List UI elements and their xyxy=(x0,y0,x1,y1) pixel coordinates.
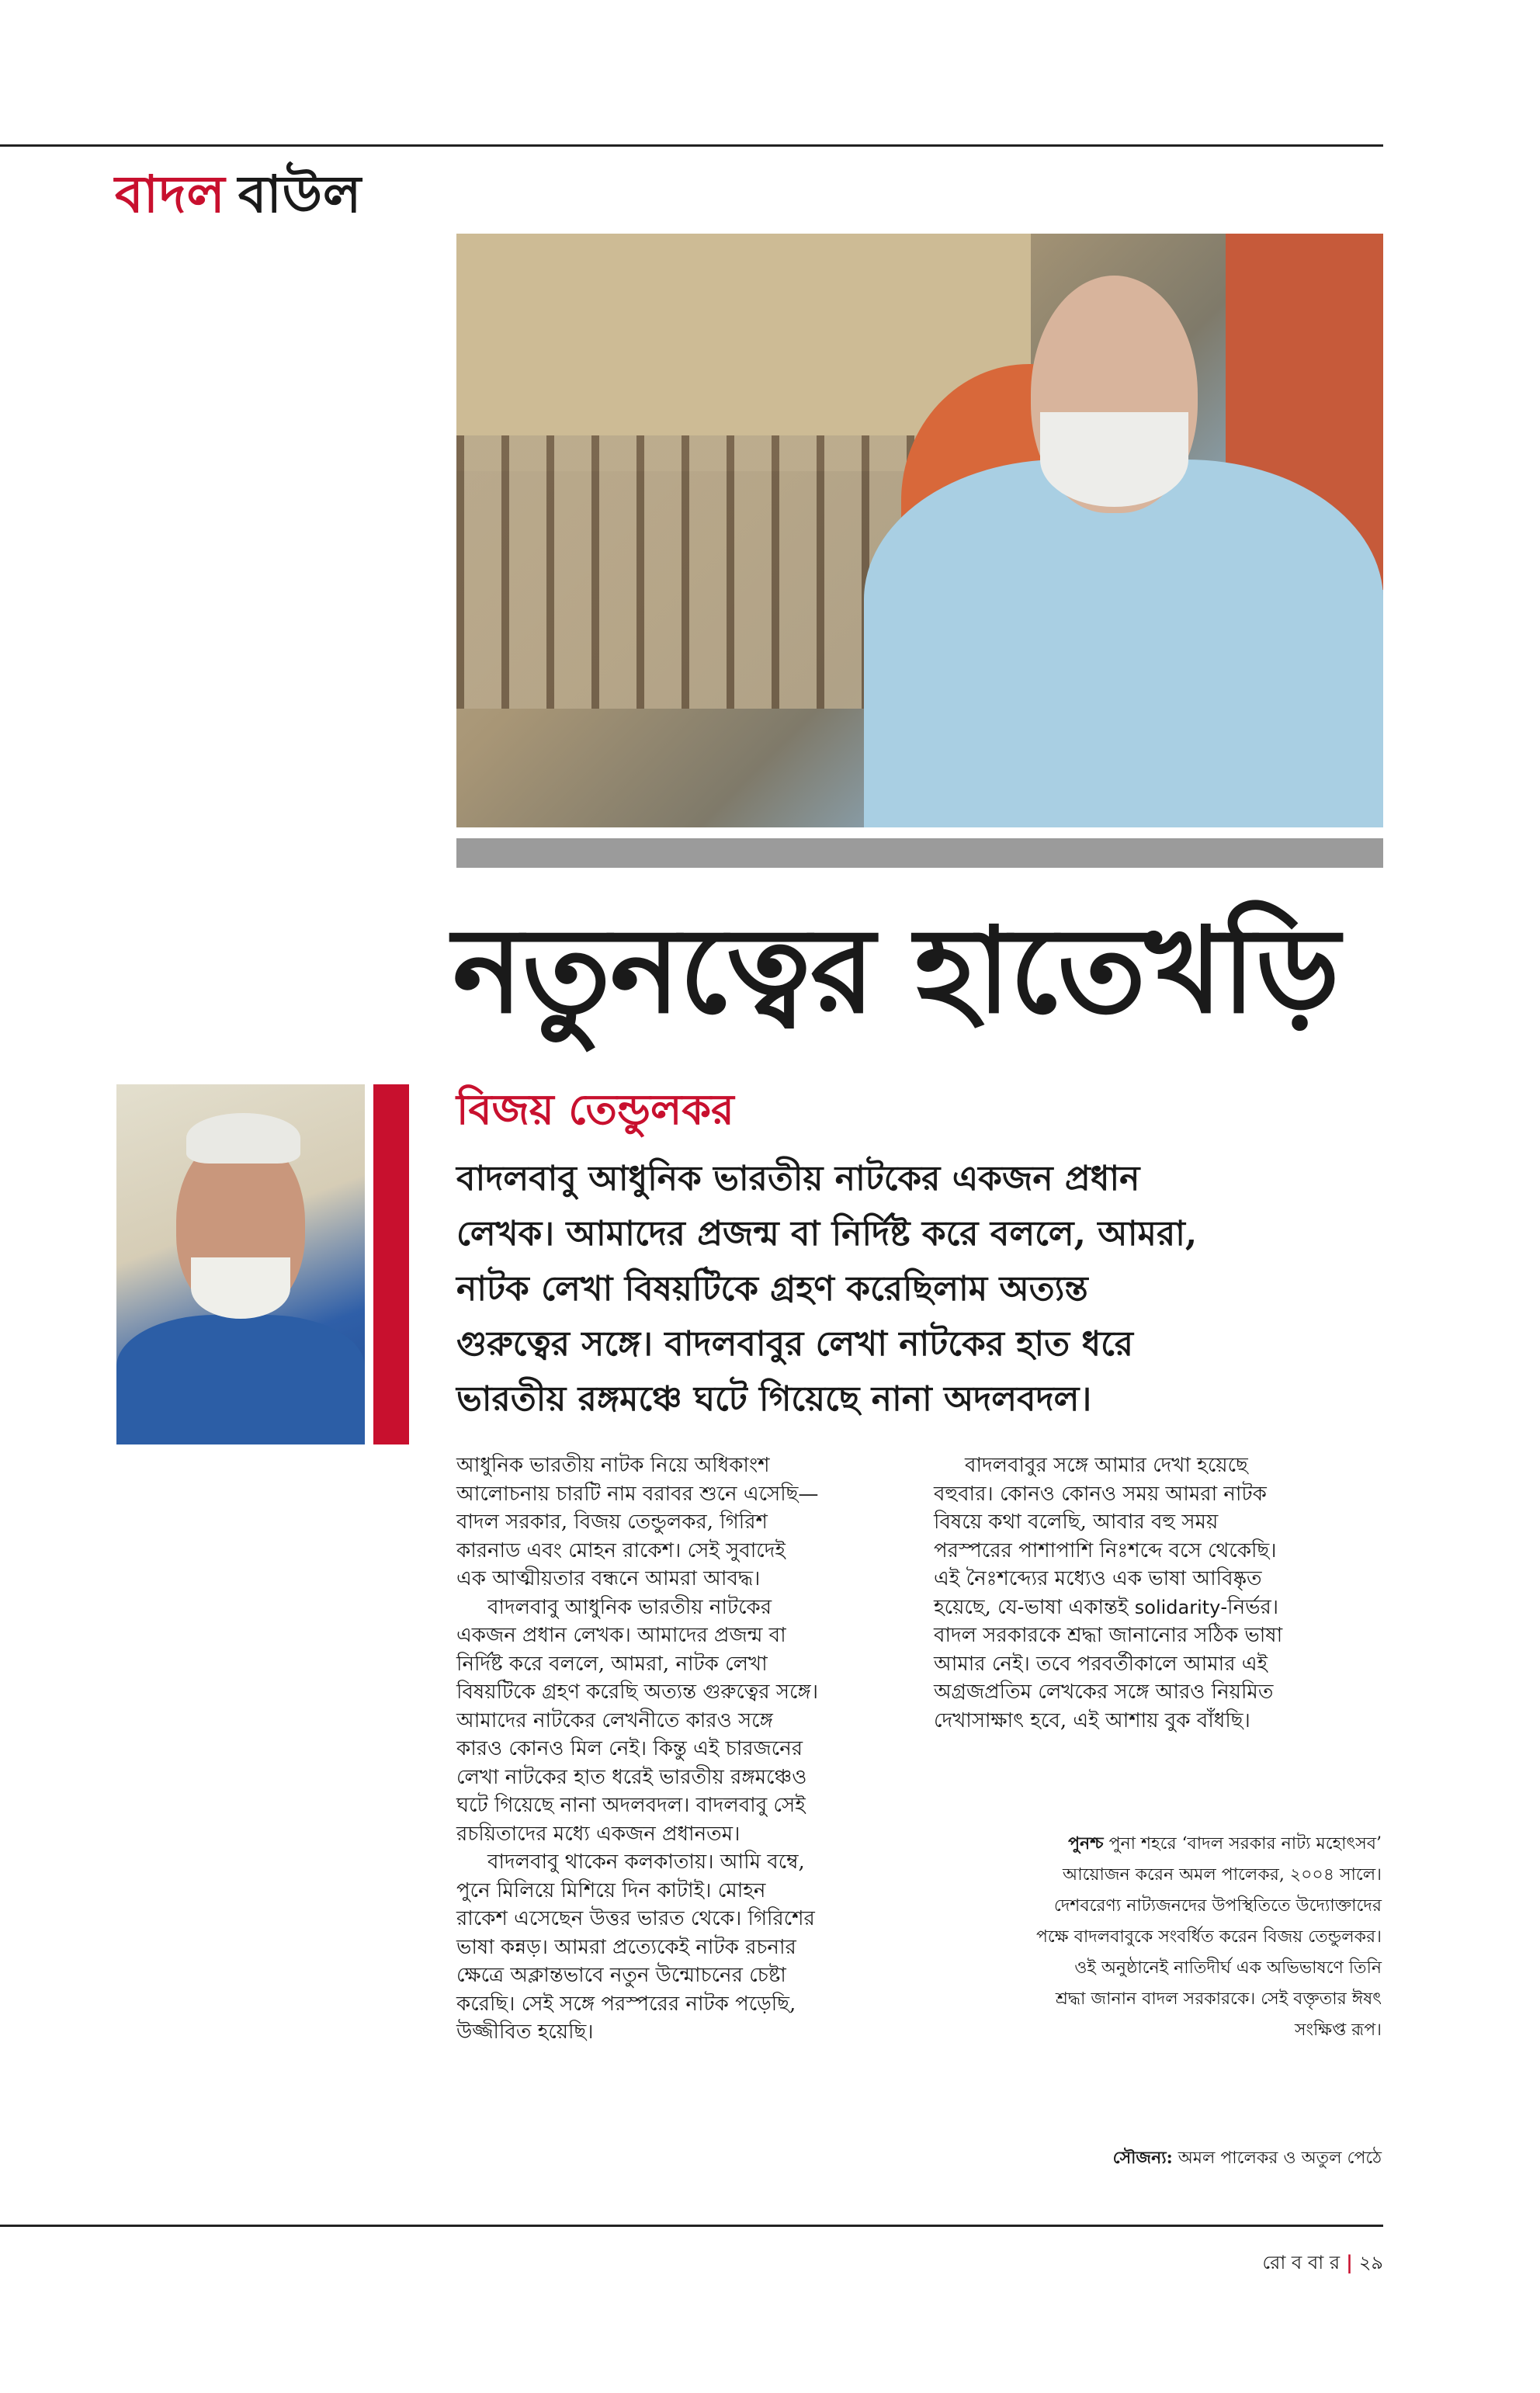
body-line: নির্দিষ্ট করে বললে, আমরা, নাটক লেখা xyxy=(456,1652,768,1676)
body-line: ক্ষেত্রে অক্লান্তভাবে নতুন উন্মোচনের চেষ্টা xyxy=(456,1964,786,1987)
magazine-name: রো ব বা র xyxy=(1262,2252,1341,2273)
body-line: আলোচনায় চারটি নাম বরাবর শুনে এসেছি— xyxy=(456,1482,819,1506)
footer-separator: | xyxy=(1346,2251,1353,2273)
body-line: আমাদের নাটকের লেখনীতে কারও সঙ্গে xyxy=(456,1708,773,1732)
body-line: বাদলবাবু আধুনিক ভারতীয় নাটকের xyxy=(487,1595,772,1619)
postscript-line: ওই অনুষ্ঠানেই নাতিদীর্ঘ এক অভিভাষণে তিনি xyxy=(1074,1958,1382,1978)
body-line: আধুনিক ভারতীয় নাটক নিয়ে অধিকাংশ xyxy=(456,1454,770,1477)
body-line: পরস্পরের পাশাপাশি নিঃশব্দে বসে থেকেছি। xyxy=(934,1538,1277,1562)
accent-bar xyxy=(373,1084,409,1444)
standfirst-line: লেখক। আমাদের প্রজন্ম বা নির্দিষ্ট করে বললে, আমরা, xyxy=(456,1214,1198,1254)
body-line: বাদলবাবু থাকেন কলকাতায়। আমি বম্বে, xyxy=(487,1850,805,1874)
body-line: রাকেশ এসেছেন উত্তর ভারত থেকে। গিরিশের xyxy=(456,1907,815,1930)
body-line: একজন প্রধান লেখক। আমাদের প্রজন্ম বা xyxy=(456,1624,786,1647)
body-line: বাদল সরকার, বিজয় তেন্ডুলকর, গিরিশ xyxy=(456,1510,768,1534)
body-line: করেছি। সেই সঙ্গে পরস্পরের নাটক পড়েছি, xyxy=(456,1992,796,2016)
body-line: হয়েছে, যে-ভাষা একান্তই solidarity-নির্ভর। xyxy=(934,1595,1279,1619)
body-column-right xyxy=(934,1451,1384,1735)
body-line: বহুবার। কোনও কোনও সময় আমরা নাটক xyxy=(934,1482,1267,1506)
postscript-label: পুনশ্চ xyxy=(1068,1833,1104,1854)
section-label-word2: বাউল xyxy=(238,164,362,224)
postscript-line: শ্রদ্ধা জানান বাদল সরকারকে। সেই বক্তৃতার ঈষৎ xyxy=(1055,1989,1382,2009)
body-line: রচয়িতাদের মধ্যে একজন প্রধানতম। xyxy=(456,1822,741,1846)
page-number: ২৯ xyxy=(1358,2252,1383,2273)
body-line: লেখা নাটকের হাত ধরেই ভারতীয় রঙ্গমঞ্চেও xyxy=(456,1765,807,1789)
section-label-word1: বাদল xyxy=(115,164,226,224)
page-footer xyxy=(1164,2249,1383,2280)
standfirst xyxy=(456,1151,1365,1427)
postscript-line: পুনা শহরে ‘বাদল সরকার নাট্য মহোৎসব’ xyxy=(1108,1834,1382,1854)
author-name: বিজয় তেন্ডুলকর xyxy=(456,1084,734,1134)
standfirst-line: নাটক লেখা বিষয়টিকে গ্রহণ করেছিলাম অত্যন্ত xyxy=(456,1269,1088,1309)
body-line: কারও কোনও মিল নেই। কিন্তু এই চারজনের xyxy=(456,1737,803,1760)
body-line: এক আত্মীয়তার বন্ধনে আমরা আবদ্ধ। xyxy=(456,1567,761,1590)
body-line: উজ্জীবিত হয়েছি। xyxy=(456,2020,594,2044)
standfirst-line: বাদলবাবু আধুনিক ভারতীয় নাটকের একজন প্রধান xyxy=(456,1159,1140,1198)
body-line: পুনে মিলিয়ে মিশিয়ে দিন কাটাই। মোহন xyxy=(456,1878,766,1902)
body-line: আমার নেই। তবে পরবর্তীকালে আমার এই xyxy=(934,1652,1268,1676)
body-line: দেখাসাক্ষাৎ হবে, এই আশায় বুক বাঁধছি। xyxy=(934,1708,1250,1732)
body-line: বাদল সরকারকে শ্রদ্ধা জানানোর সঠিক ভাষা xyxy=(934,1624,1283,1647)
body-line: বাদলবাবুর সঙ্গে আমার দেখা হয়েছে xyxy=(965,1454,1248,1477)
body-line: ঘটে গিয়েছে নানা অদলবদল। বাদলবাবু সেই xyxy=(456,1794,806,1817)
body-line: এই নৈঃশব্দ্যের মধ্যেও এক ভাষা আবিষ্কৃত xyxy=(934,1567,1262,1590)
body-line: কারনাড এবং মোহন রাকেশ। সেই সুবাদেই xyxy=(456,1538,786,1562)
body-line: অগ্রজপ্রতিম লেখকের সঙ্গে আরও নিয়মিত xyxy=(934,1680,1274,1704)
author-portrait xyxy=(116,1084,365,1444)
credit-text: অমল পালেকর ও অতুল পেঠে xyxy=(1178,2148,1382,2168)
credit-label: সৌজন্য: xyxy=(1112,2148,1173,2168)
body-line: ভাষা কন্নড়। আমরা প্রত্যেকেই নাটক রচনার xyxy=(456,1935,796,1959)
body-line: বিষয়টিকে গ্রহণ করেছি অত্যন্ত গুরুত্বের সঙ্গে। xyxy=(456,1680,819,1704)
body-line: বিষয়ে কথা বলেছি, আবার বহু সময় xyxy=(934,1510,1219,1534)
hero-photo xyxy=(456,234,1383,827)
postscript-line: সংক্ষিপ্ত রূপ। xyxy=(1294,2020,1382,2040)
top-rule xyxy=(0,144,1383,147)
standfirst-line: ভারতীয় রঙ্গমঞ্চে ঘটে গিয়েছে নানা অদলবদল। xyxy=(456,1379,1092,1419)
bottom-rule xyxy=(0,2225,1383,2227)
postscript-note xyxy=(924,1828,1382,2046)
postscript-line: পক্ষে বাদলবাবুকে সংবর্ধিত করেন বিজয় তেন্ডুলকর। xyxy=(1035,1927,1382,1947)
postscript-line: দেশবরেণ্য নাট্যজনদের উপস্থিতিতে উদ্যোক্তাদের xyxy=(1053,1896,1382,1916)
headline: নতুনত্বের হাতেখড়ি xyxy=(453,900,1340,1039)
postscript-line: আয়োজন করেন অমল পালেকর, ২০০৪ সালে। xyxy=(1063,1865,1382,1885)
photo-caption-strip xyxy=(456,838,1383,868)
body-column-left xyxy=(456,1451,882,2047)
photo-credit xyxy=(893,2145,1382,2173)
section-label xyxy=(115,155,362,241)
standfirst-line: গুরুত্বের সঙ্গে। বাদলবাবুর লেখা নাটকের হাত ধরে xyxy=(456,1324,1134,1364)
